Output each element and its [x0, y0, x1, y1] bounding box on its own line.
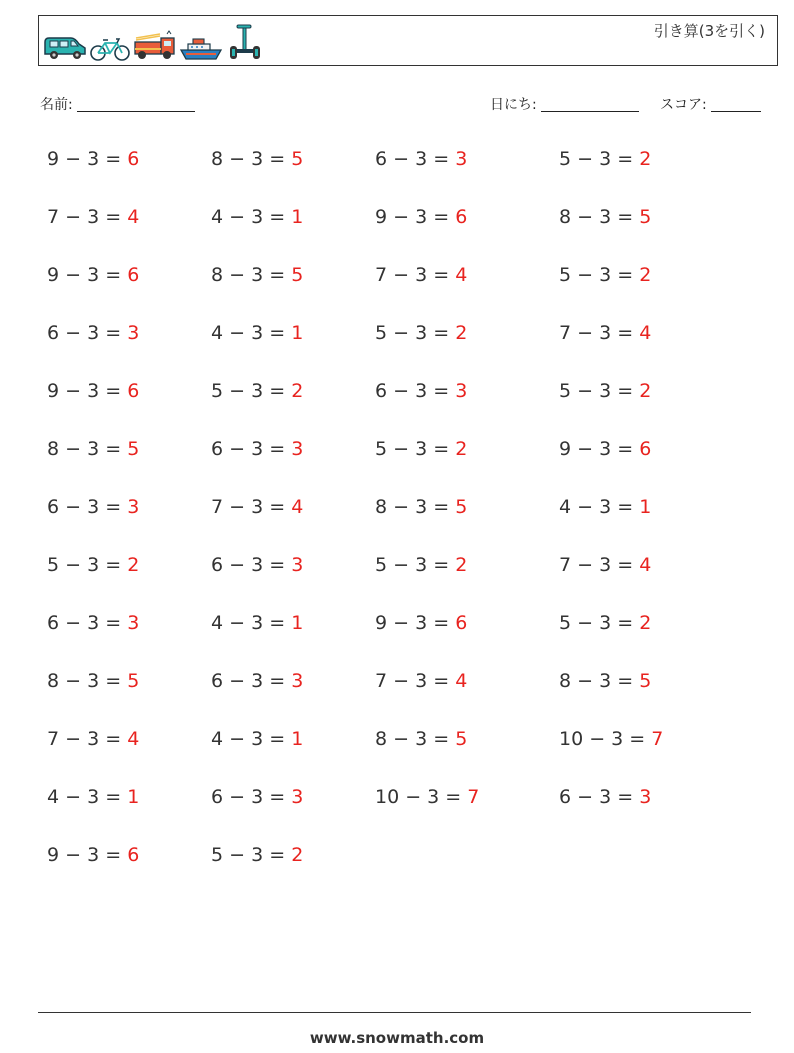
problem-item — [559, 612, 651, 634]
problem-answer: 3 — [291, 786, 304, 808]
problem-question: 4 − 3 = — [211, 206, 292, 228]
boat-icon — [179, 34, 223, 62]
score-field — [660, 94, 761, 114]
problem-answer: 1 — [639, 496, 652, 518]
problem-question: 10 − 3 = — [375, 786, 468, 808]
problem-question: 8 − 3 = — [559, 206, 640, 228]
problem-question: 10 − 3 = — [559, 728, 652, 750]
problem-question: 4 − 3 = — [47, 786, 128, 808]
problem-answer: 5 — [291, 148, 304, 170]
problem-item — [211, 264, 303, 286]
problem-answer: 4 — [455, 264, 468, 286]
problem-answer: 6 — [455, 612, 468, 634]
problem-item — [47, 844, 139, 866]
problem-item — [211, 670, 303, 692]
problem-answer: 6 — [639, 438, 652, 460]
problem-answer: 1 — [291, 728, 304, 750]
problem-item — [375, 612, 467, 634]
problem-question: 8 − 3 = — [375, 728, 456, 750]
problem-question: 8 − 3 = — [47, 670, 128, 692]
problem-item — [375, 322, 467, 344]
problem-answer: 4 — [127, 206, 140, 228]
problem-item — [375, 264, 467, 286]
problem-answer: 4 — [639, 322, 652, 344]
van-icon — [43, 34, 87, 62]
problem-item — [559, 264, 651, 286]
problem-question: 9 − 3 = — [375, 612, 456, 634]
problem-item — [47, 670, 139, 692]
problem-answer: 5 — [127, 670, 140, 692]
problem-question: 9 − 3 = — [375, 206, 456, 228]
problem-item — [559, 148, 651, 170]
problem-question: 7 − 3 = — [211, 496, 292, 518]
problem-item — [47, 438, 139, 460]
problem-question: 5 − 3 = — [559, 380, 640, 402]
problem-answer: 5 — [639, 670, 652, 692]
problem-question: 4 − 3 = — [211, 322, 292, 344]
problem-question: 6 − 3 = — [47, 496, 128, 518]
problem-item — [559, 438, 651, 460]
problem-answer: 3 — [455, 380, 468, 402]
problem-question: 5 − 3 = — [375, 554, 456, 576]
problem-question: 5 − 3 = — [47, 554, 128, 576]
problem-answer: 3 — [291, 554, 304, 576]
problem-answer: 6 — [455, 206, 468, 228]
problem-answer: 4 — [639, 554, 652, 576]
problem-answer: 2 — [455, 438, 468, 460]
problem-question: 9 − 3 = — [47, 148, 128, 170]
problem-answer: 3 — [127, 322, 140, 344]
problem-answer: 2 — [639, 148, 652, 170]
problem-answer: 1 — [291, 612, 304, 634]
problem-item — [375, 728, 467, 750]
problem-answer: 1 — [127, 786, 140, 808]
problem-item — [211, 554, 303, 576]
date-field — [490, 94, 639, 114]
problem-answer: 5 — [291, 264, 304, 286]
problem-question: 9 − 3 = — [47, 844, 128, 866]
problem-question: 4 − 3 = — [211, 612, 292, 634]
problem-question: 6 − 3 = — [211, 438, 292, 460]
problem-item — [375, 380, 467, 402]
problem-item — [375, 670, 467, 692]
problem-item — [375, 206, 467, 228]
date-blank[interactable] — [541, 97, 639, 112]
problem-answer: 2 — [127, 554, 140, 576]
scooter-icon — [225, 22, 265, 62]
problem-question: 5 − 3 = — [559, 264, 640, 286]
problem-question: 7 − 3 = — [375, 670, 456, 692]
footer-divider — [38, 1012, 751, 1013]
score-blank[interactable] — [711, 97, 761, 112]
problem-answer: 6 — [127, 264, 140, 286]
problem-question: 7 − 3 = — [47, 728, 128, 750]
problem-answer: 3 — [455, 148, 468, 170]
problem-answer: 7 — [651, 728, 664, 750]
problem-item — [559, 496, 651, 518]
problem-item — [559, 670, 651, 692]
problem-answer: 1 — [291, 322, 304, 344]
problem-question: 7 − 3 = — [559, 322, 640, 344]
problem-answer: 2 — [639, 264, 652, 286]
name-blank[interactable] — [77, 97, 195, 112]
problem-question: 6 − 3 = — [211, 554, 292, 576]
problem-item — [211, 844, 303, 866]
problem-answer: 3 — [291, 438, 304, 460]
problem-item — [559, 554, 651, 576]
problem-question: 5 − 3 = — [211, 844, 292, 866]
problem-question: 5 − 3 = — [559, 612, 640, 634]
bicycle-icon — [89, 36, 131, 62]
header-icons — [43, 22, 265, 62]
problem-item — [559, 786, 651, 808]
problem-answer: 5 — [455, 728, 468, 750]
problem-answer: 2 — [291, 380, 304, 402]
problem-question: 6 − 3 = — [47, 322, 128, 344]
problem-question: 6 − 3 = — [211, 786, 292, 808]
problem-question: 8 − 3 = — [375, 496, 456, 518]
problem-item — [559, 380, 651, 402]
problem-item — [47, 786, 139, 808]
problem-item — [559, 322, 651, 344]
problem-question: 5 − 3 = — [375, 438, 456, 460]
problem-item — [375, 786, 479, 808]
problem-answer: 6 — [127, 844, 140, 866]
problem-answer: 5 — [639, 206, 652, 228]
problem-question: 7 − 3 = — [47, 206, 128, 228]
problem-question: 5 − 3 = — [559, 148, 640, 170]
problem-answer: 5 — [127, 438, 140, 460]
problem-item — [559, 206, 651, 228]
problem-item — [375, 554, 467, 576]
name-field — [40, 94, 195, 114]
problem-question: 6 − 3 = — [375, 380, 456, 402]
problem-question: 6 − 3 = — [47, 612, 128, 634]
problem-item — [211, 728, 303, 750]
problem-answer: 3 — [127, 612, 140, 634]
problem-question: 9 − 3 = — [47, 264, 128, 286]
problem-question: 5 − 3 = — [211, 380, 292, 402]
problem-item — [211, 148, 303, 170]
problem-answer: 2 — [291, 844, 304, 866]
problem-answer: 3 — [291, 670, 304, 692]
problem-answer: 4 — [455, 670, 468, 692]
problem-answer: 7 — [467, 786, 480, 808]
problem-item — [211, 206, 303, 228]
problem-answer: 4 — [127, 728, 140, 750]
problem-item — [559, 728, 663, 750]
problem-question: 6 − 3 = — [559, 786, 640, 808]
problem-item — [47, 206, 139, 228]
problem-item — [47, 554, 139, 576]
name-label: 名前: — [40, 97, 73, 113]
problem-answer: 2 — [639, 380, 652, 402]
problem-item — [211, 496, 303, 518]
problem-item — [211, 438, 303, 460]
problem-item — [47, 148, 139, 170]
problem-question: 4 − 3 = — [559, 496, 640, 518]
problem-question: 6 − 3 = — [375, 148, 456, 170]
problem-question: 6 − 3 = — [211, 670, 292, 692]
problem-answer: 6 — [127, 380, 140, 402]
score-label: スコア: — [660, 97, 707, 113]
problem-answer: 3 — [127, 496, 140, 518]
problem-question: 5 − 3 = — [375, 322, 456, 344]
problem-question: 7 − 3 = — [559, 554, 640, 576]
problem-answer: 6 — [127, 148, 140, 170]
problem-answer: 2 — [639, 612, 652, 634]
problem-item — [375, 148, 467, 170]
problem-item — [47, 322, 139, 344]
problem-item — [211, 380, 303, 402]
problem-item — [211, 322, 303, 344]
problem-item — [47, 496, 139, 518]
problem-answer: 2 — [455, 554, 468, 576]
problem-item — [47, 612, 139, 634]
footer-url: www.snowmath.com — [309, 1029, 485, 1047]
problem-question: 8 − 3 = — [559, 670, 640, 692]
problem-item — [375, 438, 467, 460]
fire-truck-icon — [133, 30, 177, 62]
problem-item — [375, 496, 467, 518]
problem-question: 7 − 3 = — [375, 264, 456, 286]
problem-answer: 5 — [455, 496, 468, 518]
problem-answer: 4 — [291, 496, 304, 518]
problem-answer: 2 — [455, 322, 468, 344]
worksheet-header — [38, 15, 778, 66]
problem-question: 8 − 3 = — [211, 264, 292, 286]
date-label: 日にち: — [490, 97, 537, 113]
problem-item — [47, 264, 139, 286]
problem-answer: 1 — [291, 206, 304, 228]
problem-answer: 3 — [639, 786, 652, 808]
problem-question: 4 − 3 = — [211, 728, 292, 750]
problem-item — [211, 612, 303, 634]
problem-item — [47, 728, 139, 750]
problem-question: 8 − 3 = — [211, 148, 292, 170]
problem-question: 9 − 3 = — [559, 438, 640, 460]
problem-item — [211, 786, 303, 808]
worksheet-title: 引き算(3を引く) — [653, 22, 765, 40]
problem-question: 9 − 3 = — [47, 380, 128, 402]
problem-question: 8 − 3 = — [47, 438, 128, 460]
problem-item — [47, 380, 139, 402]
